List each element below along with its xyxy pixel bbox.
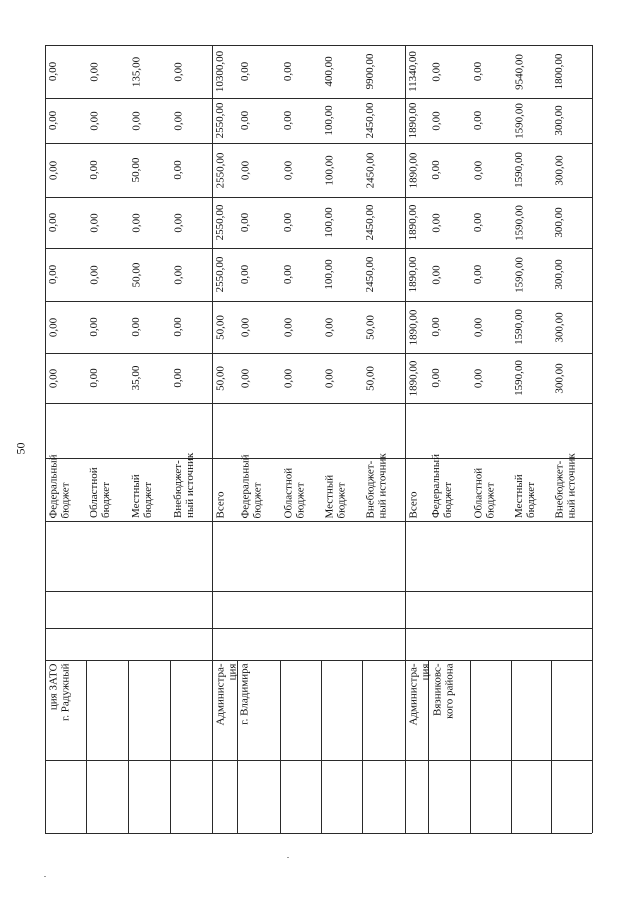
- value-cell: 300,00: [553, 311, 565, 343]
- column-divider: [45, 248, 592, 249]
- column-divider: [45, 197, 592, 198]
- value-cell: 0,00: [472, 212, 484, 233]
- value-cell: 100,00: [323, 207, 335, 238]
- column-divider: [45, 591, 592, 592]
- source-label: Федеральный бюджет: [430, 453, 454, 518]
- source-label: Внебюджет- ный источник: [172, 452, 196, 518]
- value-cell: 11340,00: [407, 51, 419, 92]
- source-label: Областной бюджет: [88, 467, 112, 518]
- value-cell: 0,00: [47, 264, 59, 285]
- value-cell: 0,00: [430, 368, 442, 388]
- value-cell: 1890,00: [407, 360, 419, 396]
- value-cell: 0,00: [88, 317, 100, 337]
- value-cell: 2550,00: [214, 102, 226, 139]
- value-cell: 50,00: [364, 314, 376, 340]
- value-cell: 0,00: [88, 61, 100, 82]
- value-cell: 0,00: [130, 317, 142, 337]
- value-cell: 100,00: [323, 105, 335, 136]
- value-cell: 1890,00: [407, 309, 419, 345]
- value-cell: 300,00: [553, 207, 565, 238]
- value-cell: 1590,00: [513, 102, 525, 139]
- value-cell: 1590,00: [513, 152, 525, 188]
- value-cell: 1590,00: [513, 256, 525, 293]
- value-cell: 0,00: [130, 212, 142, 233]
- page-number: 50: [13, 442, 28, 455]
- value-cell: 50,00: [214, 365, 226, 391]
- value-cell: 2450,00: [364, 256, 376, 293]
- value-cell: 0,00: [47, 110, 59, 131]
- value-cell: 2450,00: [364, 152, 376, 188]
- value-cell: 1590,00: [513, 204, 525, 241]
- value-cell: 0,00: [472, 264, 484, 285]
- column-divider: [45, 98, 592, 99]
- row-divider: [212, 45, 213, 833]
- value-cell: 135,00: [130, 56, 142, 87]
- value-cell: 0,00: [239, 368, 251, 388]
- value-cell: 10300,00: [214, 50, 226, 93]
- value-cell: 0,00: [472, 317, 484, 337]
- value-cell: 1590,00: [513, 309, 525, 345]
- value-cell: 2450,00: [364, 204, 376, 241]
- value-cell: 0,00: [323, 317, 335, 337]
- source-label: Местный бюджет: [513, 474, 537, 518]
- column-divider: [45, 628, 592, 629]
- value-cell: 50,00: [130, 262, 142, 287]
- value-cell: 0,00: [239, 264, 251, 285]
- value-cell: 0,00: [172, 110, 184, 131]
- value-cell: 0,00: [472, 160, 484, 180]
- value-cell: 100,00: [323, 154, 335, 186]
- value-cell: 1890,00: [407, 204, 419, 241]
- table-border: [45, 833, 592, 834]
- table-border: [45, 45, 592, 46]
- value-cell: 0,00: [282, 212, 294, 233]
- value-cell: 2550,00: [214, 152, 226, 188]
- source-label: Внебюджет- ный источник: [553, 452, 577, 518]
- source-label: Всего: [214, 491, 226, 518]
- source-label: Федеральный бюджет: [47, 453, 71, 518]
- value-cell: 1890,00: [407, 256, 419, 293]
- value-cell: 2450,00: [364, 102, 376, 139]
- organization-label: Администра- ция г. Владимира: [214, 663, 250, 726]
- value-cell: 0,00: [47, 160, 59, 180]
- value-cell: 0,00: [282, 160, 294, 180]
- value-cell: 0,00: [239, 212, 251, 233]
- source-label: Всего: [407, 491, 419, 518]
- value-cell: 0,00: [239, 61, 251, 82]
- value-cell: 0,00: [430, 212, 442, 233]
- source-label: Областной бюджет: [282, 467, 306, 518]
- value-cell: 0,00: [239, 317, 251, 337]
- value-cell: 0,00: [172, 160, 184, 180]
- value-cell: 0,00: [47, 368, 59, 388]
- value-cell: 0,00: [430, 264, 442, 285]
- source-label: Внебюджет- ный источник: [364, 452, 388, 518]
- value-cell: 100,00: [323, 259, 335, 290]
- value-cell: 0,00: [430, 160, 442, 180]
- value-cell: 50,00: [130, 157, 142, 183]
- scan-speck: [44, 876, 46, 877]
- value-cell: 0,00: [282, 264, 294, 285]
- organization-label: ция ЗАТО г. Радужный: [47, 663, 71, 721]
- value-cell: 50,00: [364, 365, 376, 391]
- source-label: Федеральный бюджет: [239, 453, 263, 518]
- value-cell: 0,00: [472, 110, 484, 131]
- column-divider: [45, 353, 592, 354]
- value-cell: 0,00: [282, 61, 294, 82]
- value-cell: 9540,00: [513, 53, 525, 90]
- value-cell: 400,00: [323, 56, 335, 87]
- organization-label: Администра- ция Вязниковс- кого района: [407, 663, 455, 726]
- value-cell: 1800,00: [553, 53, 565, 90]
- table-border: [45, 45, 46, 833]
- column-divider: [45, 301, 592, 302]
- source-label: Областной бюджет: [472, 467, 496, 518]
- value-cell: 1890,00: [407, 152, 419, 188]
- row-divider: [405, 45, 406, 833]
- value-cell: 35,00: [130, 365, 142, 391]
- table-border: [592, 45, 593, 833]
- value-cell: 0,00: [172, 368, 184, 388]
- value-cell: 50,00: [214, 314, 226, 340]
- value-cell: 0,00: [172, 61, 184, 82]
- value-cell: 0,00: [282, 110, 294, 131]
- value-cell: 300,00: [553, 259, 565, 290]
- value-cell: 0,00: [430, 317, 442, 337]
- value-cell: 9900,00: [364, 53, 376, 90]
- value-cell: 1590,00: [513, 360, 525, 396]
- value-cell: 0,00: [47, 61, 59, 82]
- value-cell: 300,00: [553, 105, 565, 136]
- value-cell: 300,00: [553, 362, 565, 394]
- value-cell: 2550,00: [214, 256, 226, 293]
- value-cell: 0,00: [239, 110, 251, 131]
- value-cell: 300,00: [553, 154, 565, 186]
- value-cell: 0,00: [88, 160, 100, 180]
- value-cell: 0,00: [282, 368, 294, 388]
- scan-speck: [287, 857, 289, 858]
- value-cell: 0,00: [88, 264, 100, 285]
- column-divider: [45, 521, 592, 522]
- value-cell: 0,00: [472, 61, 484, 82]
- value-cell: 0,00: [430, 61, 442, 82]
- value-cell: 0,00: [323, 368, 335, 388]
- column-divider: [45, 403, 592, 404]
- value-cell: 0,00: [47, 212, 59, 233]
- value-cell: 0,00: [282, 317, 294, 337]
- value-cell: 0,00: [172, 264, 184, 285]
- value-cell: 1890,00: [407, 102, 419, 139]
- value-cell: 0,00: [88, 368, 100, 388]
- value-cell: 0,00: [239, 160, 251, 180]
- column-divider: [45, 143, 592, 144]
- value-cell: 0,00: [130, 110, 142, 131]
- value-cell: 2550,00: [214, 204, 226, 241]
- value-cell: 0,00: [472, 368, 484, 388]
- value-cell: 0,00: [172, 317, 184, 337]
- source-label: Местный бюджет: [323, 474, 347, 518]
- value-cell: 0,00: [47, 317, 59, 337]
- value-cell: 0,00: [88, 110, 100, 131]
- value-cell: 0,00: [88, 212, 100, 233]
- value-cell: 0,00: [430, 110, 442, 131]
- value-cell: 0,00: [172, 212, 184, 233]
- source-label: Местный бюджет: [130, 474, 154, 518]
